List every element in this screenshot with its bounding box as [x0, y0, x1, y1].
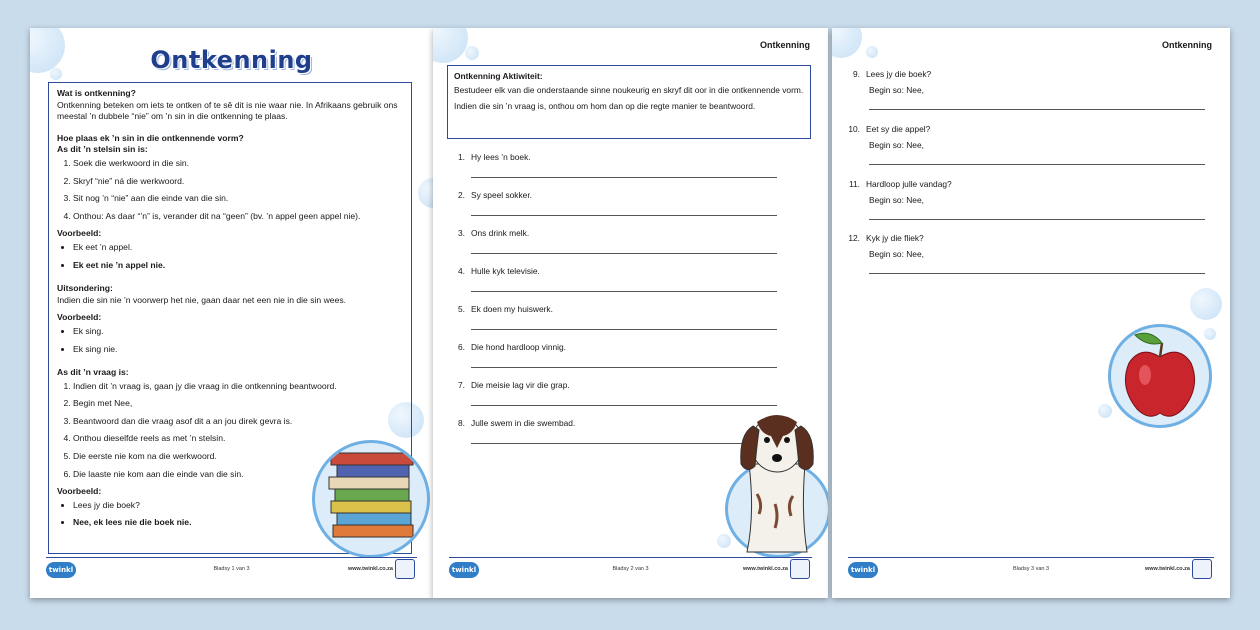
worksheet-page-1 [30, 28, 433, 598]
footer-divider [449, 557, 812, 558]
question-text: Ons drink melk. [471, 228, 530, 238]
quality-badge-icon [1192, 559, 1212, 579]
answer-line[interactable] [471, 443, 777, 444]
section-heading: Wat is ontkenning? [57, 88, 136, 98]
page-number: Bladsy 2 van 3 [612, 566, 649, 572]
question-number: 9. [853, 69, 860, 79]
question-text: Julle swem in die swembad. [471, 418, 576, 428]
answer-line[interactable] [471, 405, 777, 406]
list-item: • Ek eet ’n appel. [73, 242, 403, 254]
bubble-decoration [465, 46, 479, 60]
list-item: 1. Indien dit ’n vraag is, gaan jy die vraag in die ontkenning beantwoord. [73, 381, 403, 393]
answer-line[interactable] [869, 219, 1205, 220]
example-label: Voorbeeld: [57, 312, 102, 323]
question-text: Lees jy die boek? [866, 69, 932, 79]
quality-badge-icon [395, 559, 415, 579]
list-item: 5. Die eerste nie kom na die werkwoord. [73, 451, 403, 463]
question-item [842, 179, 952, 189]
list-item: 2. Skryf “nie” ná die werkwoord. [73, 176, 403, 188]
example-list [57, 326, 403, 355]
list-item: 2. Begin met Nee, [73, 398, 403, 410]
question-item [447, 380, 570, 390]
question-item [447, 304, 553, 314]
question-text: Hulle kyk televisie. [471, 266, 540, 276]
answer-line[interactable] [869, 109, 1205, 110]
page-header: Ontkenning [1162, 40, 1212, 50]
section-heading: Hoe plaas ek ’n sin in die ontkennende vorm? [57, 132, 244, 143]
list-item: • Ek sing. [73, 326, 403, 338]
page-title: Ontkenning [150, 46, 313, 74]
question-number: 3. [458, 228, 465, 238]
list-item: • Ek sing nie. [73, 344, 403, 356]
example-label: Voorbeeld: [57, 228, 102, 239]
question-text: Hy lees ’n boek. [471, 152, 531, 162]
dog-icon [735, 404, 819, 554]
page-header: Ontkenning [760, 40, 810, 50]
footer-url: www.twinkl.co.za [347, 566, 393, 572]
example-label: Voorbeeld: [57, 486, 102, 497]
list-item: 4. Onthou: As daar “’n” is, verander dit na “geen” (bv. ’n appel geen appel nie). [73, 211, 403, 223]
books-icon [315, 443, 427, 555]
bubble-decoration [433, 28, 468, 63]
question-number: 10. [848, 124, 860, 134]
bubble-decoration [1190, 288, 1222, 320]
question-number: 6. [458, 342, 465, 352]
section-heading: Uitsondering: [57, 283, 113, 294]
apple-image [1108, 324, 1212, 428]
answer-line[interactable] [471, 253, 777, 254]
question-number: 2. [458, 190, 465, 200]
quality-badge-icon [790, 559, 810, 579]
twinkl-logo: twinkl [848, 562, 878, 578]
question-number: 12. [848, 233, 860, 243]
question-text: Die hond hardloop vinnig. [471, 342, 566, 352]
apple-icon [1111, 327, 1209, 425]
answer-line[interactable] [471, 367, 777, 368]
answer-line[interactable] [471, 177, 777, 178]
instruction-text: Indien die sin ’n vraag is, onthou om hom dan op die regte manier te beantwoord. [454, 101, 756, 112]
footer-divider [46, 557, 417, 558]
question-text: Sy speel sokker. [471, 190, 532, 200]
question-item [842, 233, 924, 243]
instructions-box [447, 65, 811, 139]
question-number: 4. [458, 266, 465, 276]
footer-url: www.twinkl.co.za [1144, 566, 1190, 572]
twinkl-logo: twinkl [449, 562, 479, 578]
question-item [447, 228, 529, 238]
instruction-text: Bestudeer elk van die onderstaande sinne noukeurig en skryf dit oor in die ontkennende vorm. [454, 85, 804, 96]
books-image [312, 440, 430, 558]
list-item: 3. Beantwoord dan die vraag asof dit a an jou direk gevra is. [73, 416, 403, 428]
list-item: 4. Onthou dieselfde reels as met ’n stelsin. [73, 433, 403, 445]
exception-text: Indien die sin nie ’n voorwerp het nie, gaan daar net een nie in die sin wees. [57, 294, 347, 305]
question-number: 7. [458, 380, 465, 390]
question-item [447, 190, 532, 200]
bubble-decoration [1204, 328, 1216, 340]
question-item [842, 124, 930, 134]
bubble-decoration [717, 534, 731, 548]
question-item [447, 266, 540, 276]
list-item: • Lees jy die boek? [73, 500, 403, 512]
answer-line[interactable] [471, 291, 777, 292]
question-number: 1. [458, 152, 465, 162]
answer-line[interactable] [471, 329, 777, 330]
worksheet-page-3 [832, 28, 1230, 598]
question-number: 11. [848, 179, 860, 189]
question-number: 8. [458, 418, 465, 428]
list-item: • Ek eet nie ’n appel nie. [73, 260, 403, 272]
question-text: Ek doen my huiswerk. [471, 304, 553, 314]
list-item: 6. Die laaste nie kom aan die einde van die sin. [73, 469, 403, 481]
footer-divider [848, 557, 1214, 558]
question-number: 5. [458, 304, 465, 314]
list-item: 3. Sit nog ’n “nie” aan die einde van die sin. [73, 193, 403, 205]
begin-hint: Begin so: Nee, [869, 85, 924, 95]
answer-line[interactable] [869, 273, 1205, 274]
example-list [57, 242, 403, 271]
question-text: Eet sy die appel? [866, 124, 931, 134]
subsection-heading: As dit ’n stelsin sin is: [57, 144, 148, 155]
answer-line[interactable] [869, 164, 1205, 165]
begin-hint: Begin so: Nee, [869, 249, 924, 259]
list-item: 1. Soek die werkwoord in die sin. [73, 158, 403, 170]
question-item [842, 69, 931, 79]
begin-hint: Begin so: Nee, [869, 140, 924, 150]
section-heading: As dit ’n vraag is: [57, 367, 129, 378]
page-number: Bladsy 1 van 3 [213, 566, 250, 572]
bubble-decoration [866, 46, 878, 58]
twinkl-logo: twinkl [46, 562, 76, 578]
list-item: • Nee, ek lees nie die boek nie. [73, 517, 403, 529]
question-text: Die meisie lag vir die grap. [471, 380, 570, 390]
question-text: Kyk jy die fliek? [866, 233, 924, 243]
question-item [447, 418, 575, 428]
bubble-decoration [832, 28, 862, 58]
activity-heading: Ontkenning Aktiwiteit: [454, 71, 543, 81]
begin-hint: Begin so: Nee, [869, 195, 924, 205]
answer-line[interactable] [471, 215, 777, 216]
question-text: Hardloop julle vandag? [866, 179, 952, 189]
worksheet-page-2 [433, 28, 828, 598]
question-item [447, 342, 566, 352]
definition-text: Ontkenning beteken om iets te ontken of te sê dit is nie waar nie. In Afrikaans gebruik ons meestal ’n dubbele “nie” om ’n sin in die ontkenning te plaas. [57, 99, 398, 122]
footer-url: www.twinkl.co.za [742, 566, 788, 572]
bubble-decoration [1098, 404, 1112, 418]
bubble-decoration [418, 178, 433, 208]
page-number: Bladsy 3 van 3 [1012, 566, 1050, 572]
steps-list [57, 158, 403, 222]
question-item [447, 152, 531, 162]
